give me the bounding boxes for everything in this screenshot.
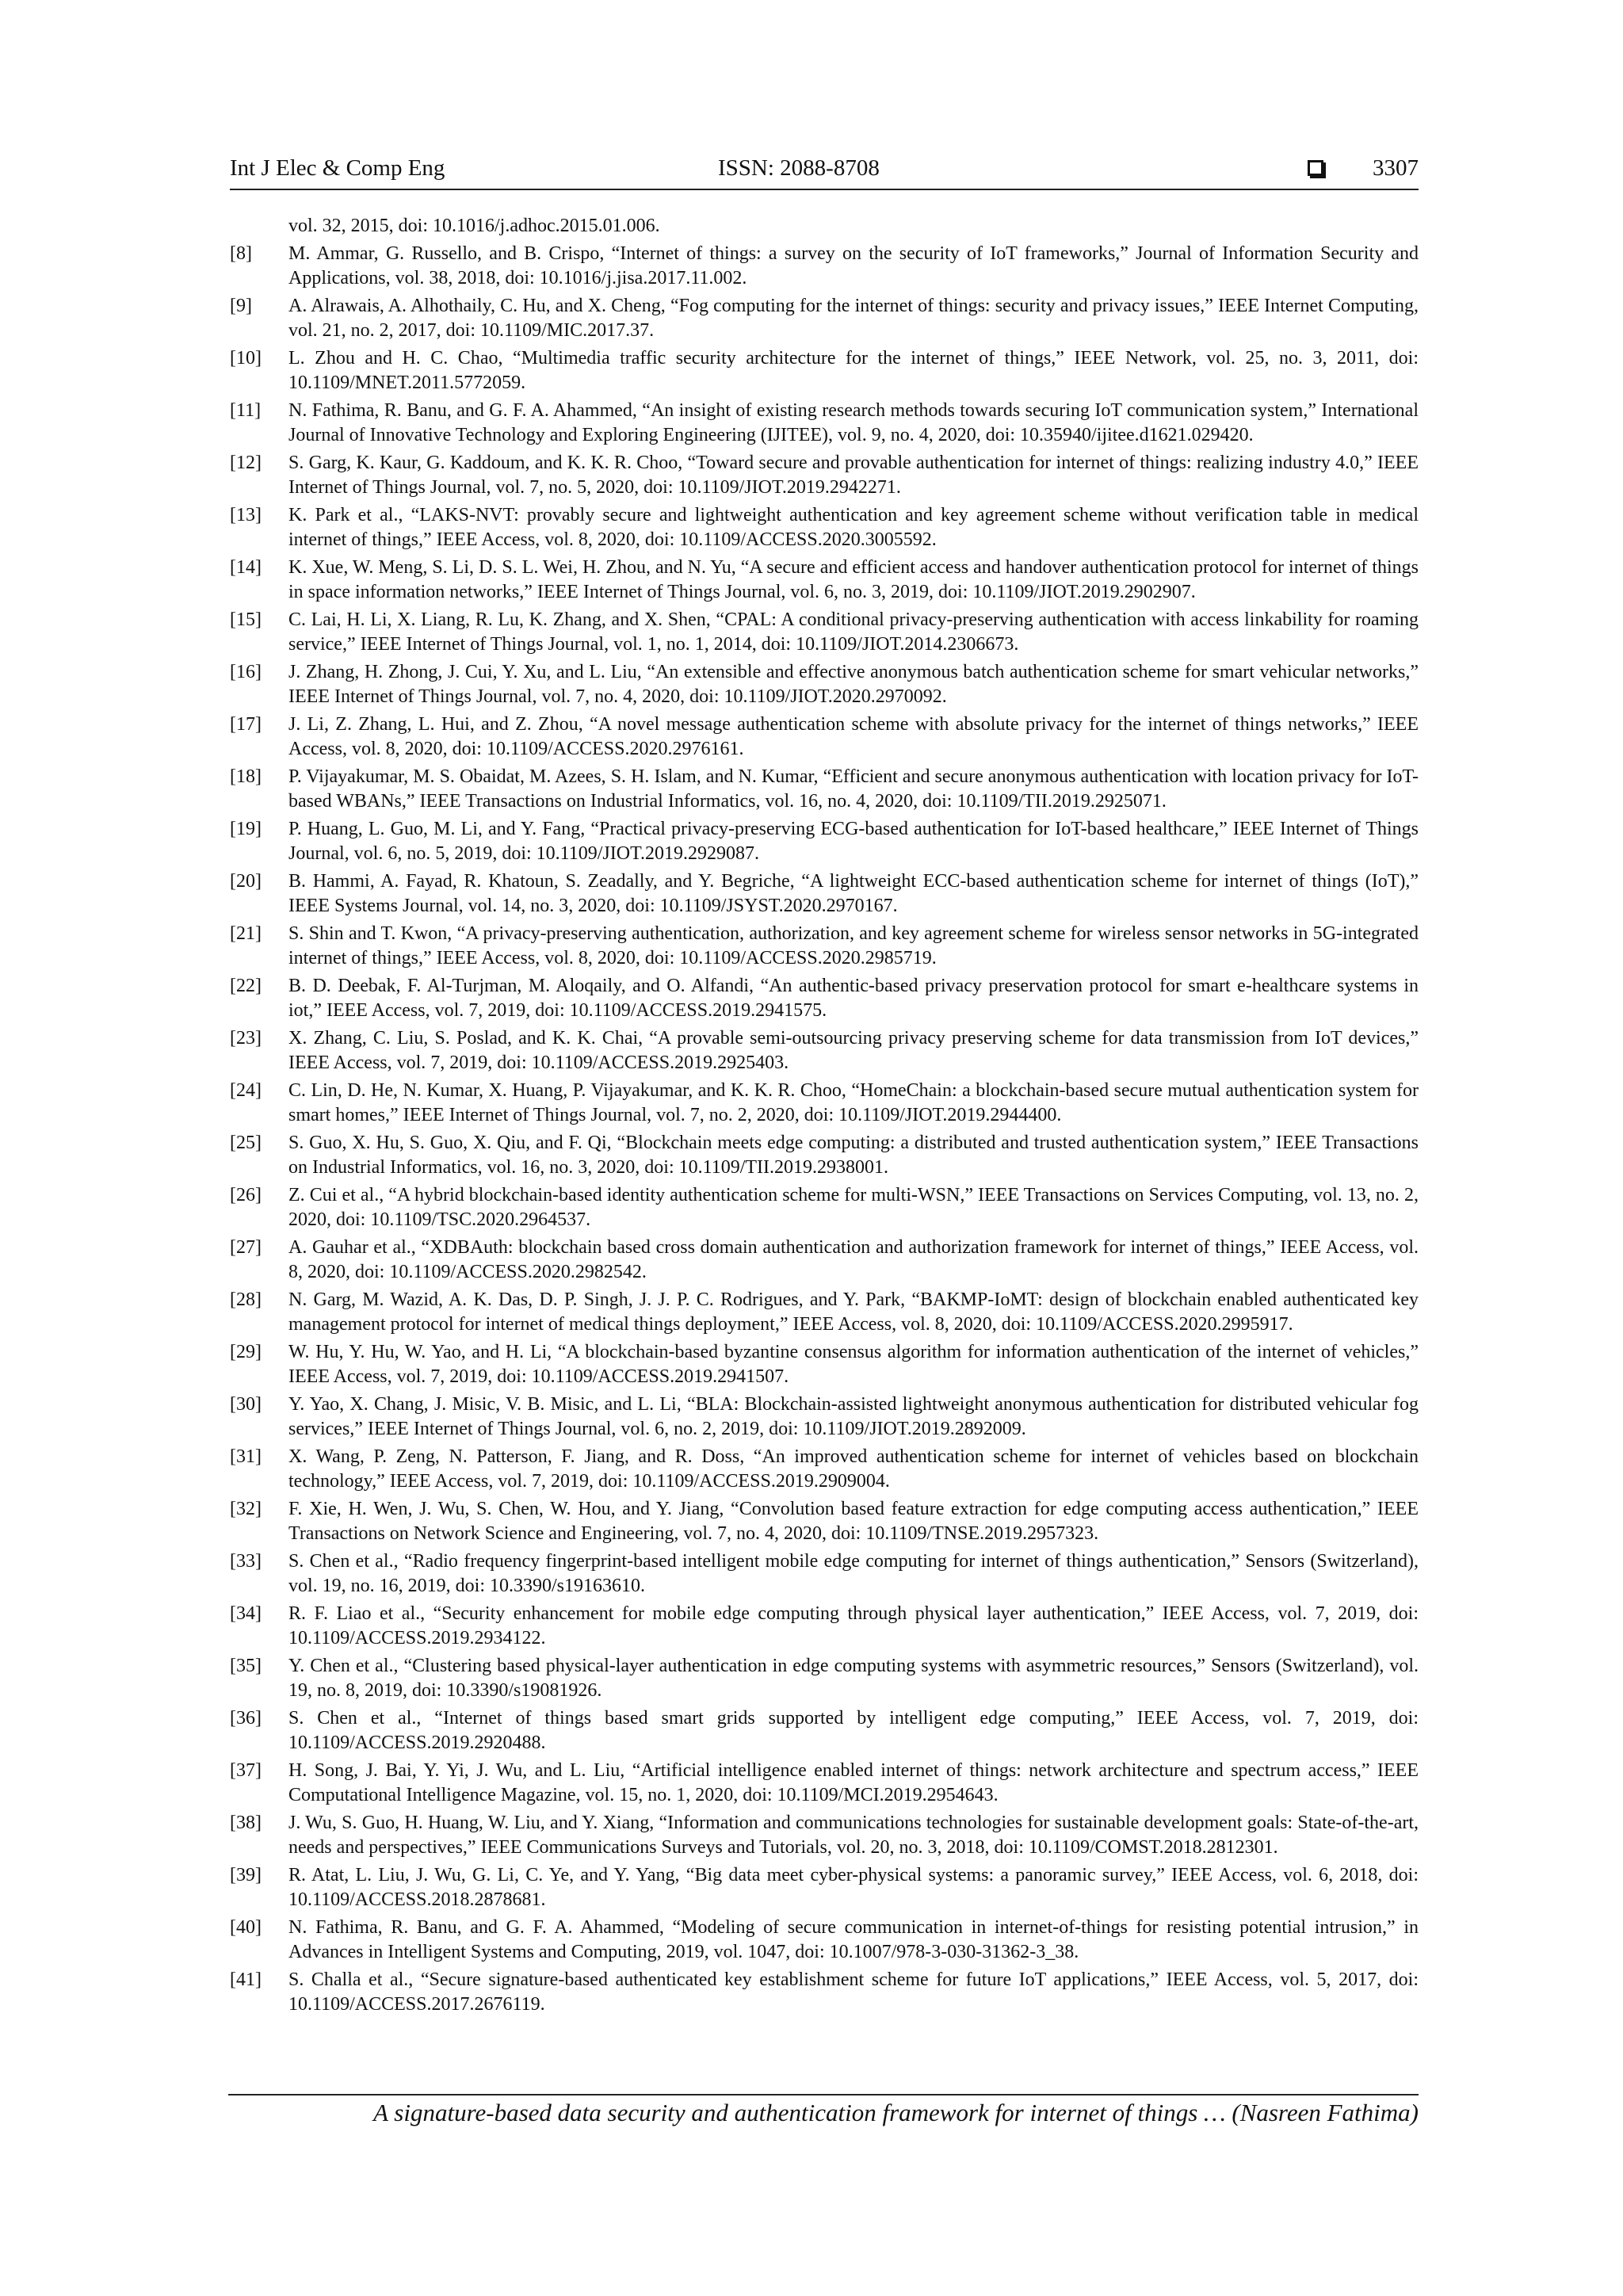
reference-text: J. Zhang, H. Zhong, J. Cui, Y. Xu, and L. Liu, “An extensible and effective anonymous batch authentication scheme for smart vehicular networks,” IEEE Internet of Things Journal, vol. 7, no. 4, 2020, doi: 10.1109/JIOT.2020.2970092. (288, 662, 1419, 707)
reference-item (230, 817, 1419, 866)
reference-text: P. Huang, L. Guo, M. Li, and Y. Fang, “Practical privacy-preserving ECG-based authentication for IoT-based healthcare,” IEEE Internet of Things Journal, vol. 6, no. 5, 2019, doi: 10.1109/JIOT.2019.2929087. (288, 819, 1419, 864)
reference-item (230, 451, 1419, 500)
reference-number: [25] (230, 1133, 262, 1153)
reference-item (230, 1288, 1419, 1337)
reference-text: F. Xie, H. Wen, J. Wu, S. Chen, W. Hou, and Y. Jiang, “Convolution based feature extraction for edge computing access authentication,” IEEE Transactions on Network Science and Engineering, vol. 7, no. 4, 2020, doi: 10.1109/TNSE.2019.2957323. (288, 1499, 1419, 1544)
reference-text: J. Wu, S. Guo, H. Huang, W. Liu, and Y. Xiang, “Information and communications technologies for sustainable development goals: State-of-the-art, needs and perspectives,” IEEE Communications Surveys and Tutorials, vol. 20, no. 3, 2018, doi: 10.1109/COMST.2018.2812301. (288, 1813, 1419, 1858)
reference-item (230, 1183, 1419, 1232)
reference-number: [37] (230, 1760, 262, 1781)
reference-text: S. Chen et al., “Radio frequency fingerprint-based intelligent mobile edge computing for internet of things authentication,” Sensors (Switzerland), vol. 19, no. 16, 2019, doi: 10.3390/s19163610. (288, 1551, 1419, 1596)
reference-text: B. D. Deebak, F. Al-Turjman, M. Aloqaily, and O. Alfandi, “An authentic-based privacy preservation protocol for smart e-healthcare systems in iot,” IEEE Access, vol. 7, 2019, doi: 10.1109/ACCESS.2019.2941575. (288, 976, 1419, 1021)
reference-number: [15] (230, 609, 262, 630)
reference-item (230, 660, 1419, 709)
reference-text: C. Lai, H. Li, X. Liang, R. Lu, K. Zhang, and X. Shen, “CPAL: A conditional privacy-preserving authentication with access linkability for roaming service,” IEEE Internet of Things Journal, vol. 1, no. 1, 2014, doi: 10.1109/JIOT.2014.2306673. (288, 609, 1419, 655)
reference-item (230, 1445, 1419, 1494)
reference-item (230, 346, 1419, 395)
reference-item (230, 1916, 1419, 1965)
reference-text: Y. Yao, X. Chang, J. Misic, V. B. Misic, and L. Li, “BLA: Blockchain-assisted lightweight anonymous authentication for distributed vehicular fog services,” IEEE Internet of Things Journal, vol. 6, no. 2, 2019, doi: 10.1109/JIOT.2019.2892009. (288, 1394, 1419, 1439)
reference-number: [8] (230, 243, 252, 264)
reference-item (230, 1392, 1419, 1442)
reference-text: P. Vijayakumar, M. S. Obaidat, M. Azees, S. H. Islam, and N. Kumar, “Efficient and secure anonymous authentication with location privacy for IoT-based WBANs,” IEEE Transactions on Industrial Informatics, vol. 16, no. 4, 2020, doi: 10.1109/TII.2019.2925071. (288, 766, 1419, 812)
reference-number: [21] (230, 923, 262, 944)
reference-item (230, 242, 1419, 291)
reference-item (230, 214, 1419, 239)
reference-number: [14] (230, 557, 262, 578)
reference-number: [23] (230, 1028, 262, 1049)
reference-item (230, 869, 1419, 919)
reference-item (230, 1968, 1419, 2017)
reference-item (230, 1079, 1419, 1128)
reference-number: [26] (230, 1185, 262, 1205)
reference-number: [28] (230, 1289, 262, 1310)
footer-title: A signature-based data security and authentication framework for internet of things … (Nasreen Fathima) (373, 2099, 1419, 2126)
reference-text: S. Garg, K. Kaur, G. Kaddoum, and K. K. R. Choo, “Toward secure and provable authentication for internet of things: realizing industry 4.0,” IEEE Internet of Things Journal, vol. 7, no. 5, 2020, doi: 10.1109/JIOT.2019.2942271. (288, 453, 1419, 498)
reference-text: K. Park et al., “LAKS-NVT: provably secure and lightweight authentication and key agreement scheme without verification table in medical internet of things,” IEEE Access, vol. 8, 2020, doi: 10.1109/ACCESS.2020.3005592. (288, 505, 1419, 550)
reference-item (230, 922, 1419, 971)
journal-name: Int J Elec & Comp Eng (230, 155, 445, 181)
reference-number: [12] (230, 453, 262, 473)
reference-item (230, 712, 1419, 762)
reference-text: R. Atat, L. Liu, J. Wu, G. Li, C. Ye, and Y. Yang, “Big data meet cyber-physical systems: a panoramic survey,” IEEE Access, vol. 6, 2018, doi: 10.1109/ACCESS.2018.2878681. (288, 1865, 1419, 1910)
reference-text: S. Challa et al., “Secure signature-based authenticated key establishment scheme for future IoT applications,” IEEE Access, vol. 5, 2017, doi: 10.1109/ACCESS.2017.2676119. (288, 1969, 1419, 2015)
reference-item (230, 503, 1419, 552)
reference-item (230, 1863, 1419, 1912)
reference-number: [24] (230, 1080, 262, 1101)
reference-number: [18] (230, 766, 262, 787)
reference-number: [40] (230, 1917, 262, 1938)
reference-text: X. Zhang, C. Liu, S. Poslad, and K. K. Chai, “A provable semi-outsourcing privacy preserving scheme for data transmission from IoT devices,” IEEE Access, vol. 7, 2019, doi: 10.1109/ACCESS.2019.2925403. (288, 1028, 1419, 1073)
reference-number: [22] (230, 976, 262, 996)
reference-number: [17] (230, 714, 262, 735)
checkbox-square-icon (1308, 160, 1323, 176)
reference-text: J. Li, Z. Zhang, L. Hui, and Z. Zhou, “A novel message authentication scheme with absolute privacy for the internet of things networks,” IEEE Access, vol. 8, 2020, doi: 10.1109/ACCESS.2020.2976161. (288, 714, 1419, 759)
reference-item (230, 1340, 1419, 1389)
footer-divider (228, 2094, 1419, 2095)
reference-text: B. Hammi, A. Fayad, R. Khatoun, S. Zeadally, and Y. Begriche, “A lightweight ECC-based authentication scheme for internet of things (IoT),” IEEE Systems Journal, vol. 14, no. 3, 2020, doi: 10.1109/JSYST.2020.2970167. (288, 871, 1419, 916)
reference-item (230, 1497, 1419, 1546)
reference-text: K. Xue, W. Meng, S. Li, D. S. L. Wei, H. Zhou, and N. Yu, “A secure and efficient access and handover authentication protocol for internet of things in space information networks,” IEEE Internet of Things Journal, vol. 6, no. 3, 2019, doi: 10.1109/JIOT.2019.2902907. (288, 557, 1419, 602)
reference-number: [39] (230, 1865, 262, 1885)
reference-text: A. Gauhar et al., “XDBAuth: blockchain based cross domain authentication and authorization framework for internet of things,” IEEE Access, vol. 8, 2020, doi: 10.1109/ACCESS.2020.2982542. (288, 1237, 1419, 1282)
reference-item (230, 1759, 1419, 1808)
reference-text: A. Alrawais, A. Alhothaily, C. Hu, and X. Cheng, “Fog computing for the internet of things: security and privacy issues,” IEEE Internet Computing, vol. 21, no. 2, 2017, doi: 10.1109/MIC.2017.37. (288, 296, 1419, 341)
reference-number: [35] (230, 1656, 262, 1676)
reference-item (230, 1706, 1419, 1755)
reference-number: [10] (230, 348, 262, 369)
reference-item (230, 1026, 1419, 1075)
reference-text: vol. 32, 2015, doi: 10.1016/j.adhoc.2015.01.006. (288, 216, 660, 236)
reference-text: X. Wang, P. Zeng, N. Patterson, F. Jiang, and R. Doss, “An improved authentication scheme for internet of vehicles based on blockchain technology,” IEEE Access, vol. 7, 2019, doi: 10.1109/ACCESS.2019.2909004. (288, 1446, 1419, 1492)
reference-item (230, 1811, 1419, 1860)
reference-number: [27] (230, 1237, 262, 1258)
reference-number: [19] (230, 819, 262, 839)
reference-item (230, 556, 1419, 605)
reference-text: L. Zhou and H. C. Chao, “Multimedia traffic security architecture for the internet of things,” IEEE Network, vol. 25, no. 3, 2011, doi: 10.1109/MNET.2011.5772059. (288, 348, 1419, 393)
reference-text: Z. Cui et al., “A hybrid blockchain-based identity authentication scheme for multi-WSN,” IEEE Transactions on Services Computing, vol. 13, no. 2, 2020, doi: 10.1109/TSC.2020.2964537. (288, 1185, 1419, 1230)
page-number: 3307 (1373, 155, 1419, 181)
reference-item (230, 1602, 1419, 1651)
reference-list (230, 214, 1419, 2020)
reference-text: S. Chen et al., “Internet of things based smart grids supported by intelligent edge computing,” IEEE Access, vol. 7, 2019, doi: 10.1109/ACCESS.2019.2920488. (288, 1708, 1419, 1753)
reference-text: Y. Chen et al., “Clustering based physical-layer authentication in edge computing systems with asymmetric resources,” Sensors (Switzerland), vol. 19, no. 8, 2019, doi: 10.3390/s19081926. (288, 1656, 1419, 1701)
reference-number: [41] (230, 1969, 262, 1990)
reference-text: C. Lin, D. He, N. Kumar, X. Huang, P. Vijayakumar, and K. K. R. Choo, “HomeChain: a blockchain-based secure mutual authentication system for smart homes,” IEEE Internet of Things Journal, vol. 7, no. 2, 2020, doi: 10.1109/JIOT.2019.2944400. (288, 1080, 1419, 1125)
issn: ISSN: 2088-8708 (718, 155, 880, 181)
reference-item (230, 1236, 1419, 1285)
reference-item (230, 608, 1419, 657)
reference-item (230, 765, 1419, 814)
reference-item (230, 294, 1419, 343)
running-header (230, 155, 1419, 192)
reference-text: M. Ammar, G. Russello, and B. Crispo, “Internet of things: a survey on the security of IoT frameworks,” Journal of Information Security and Applications, vol. 38, 2018, doi: 10.1016/j.jisa.2017.11.002. (288, 243, 1419, 288)
reference-number: [9] (230, 296, 252, 316)
reference-text: W. Hu, Y. Hu, W. Yao, and H. Li, “A blockchain-based byzantine consensus algorithm for information authentication of the internet of vehicles,” IEEE Access, vol. 7, 2019, doi: 10.1109/ACCESS.2019.2941507. (288, 1342, 1419, 1387)
reference-number: [30] (230, 1394, 262, 1415)
reference-number: [36] (230, 1708, 262, 1729)
reference-number: [29] (230, 1342, 262, 1362)
header-divider (230, 189, 1419, 190)
reference-item (230, 1549, 1419, 1599)
reference-text: R. F. Liao et al., “Security enhancement for mobile edge computing through physical layer authentication,” IEEE Access, vol. 7, 2019, doi: 10.1109/ACCESS.2019.2934122. (288, 1603, 1419, 1648)
reference-number: [33] (230, 1551, 262, 1572)
reference-number: [31] (230, 1446, 262, 1467)
reference-item (230, 1131, 1419, 1180)
reference-item (230, 1654, 1419, 1703)
reference-text: N. Garg, M. Wazid, A. K. Das, D. P. Singh, J. J. P. C. Rodrigues, and Y. Park, “BAKMP-IoMT: design of blockchain enabled authenticated key management protocol for internet of medical things deployment,” IEEE Access, vol. 8, 2020, doi: 10.1109/ACCESS.2020.2995917. (288, 1289, 1419, 1335)
reference-item (230, 974, 1419, 1023)
reference-number: [34] (230, 1603, 262, 1624)
reference-number: [20] (230, 871, 262, 892)
reference-number: [32] (230, 1499, 262, 1519)
reference-text: S. Shin and T. Kwon, “A privacy-preserving authentication, authorization, and key agreement scheme for wireless sensor networks in 5G-integrated internet of things,” IEEE Access, vol. 8, 2020, doi: 10.1109/ACCESS.2020.2985719. (288, 923, 1419, 968)
reference-item (230, 399, 1419, 448)
reference-number: [11] (230, 400, 262, 421)
reference-text: S. Guo, X. Hu, S. Guo, X. Qiu, and F. Qi, “Blockchain meets edge computing: a distributed and trusted authentication system,” IEEE Transactions on Industrial Informatics, vol. 16, no. 3, 2020, doi: 10.1109/TII.2019.2938001. (288, 1133, 1419, 1178)
reference-text: N. Fathima, R. Banu, and G. F. A. Ahammed, “An insight of existing research methods towards securing IoT communication system,” International Journal of Innovative Technology and Exploring Engineering (IJITEE), vol. 9, no. 4, 2020, doi: 10.35940/ijitee.d1621.029420. (288, 400, 1419, 445)
reference-text: H. Song, J. Bai, Y. Yi, J. Wu, and L. Liu, “Artificial intelligence enabled internet of things: network architecture and spectrum access,” IEEE Computational Intelligence Magazine, vol. 15, no. 1, 2020, doi: 10.1109/MCI.2019.2954643. (288, 1760, 1419, 1805)
reference-number: [13] (230, 505, 262, 525)
reference-number: [16] (230, 662, 262, 682)
reference-text: N. Fathima, R. Banu, and G. F. A. Ahammed, “Modeling of secure communication in internet-of-things for resisting potential intrusion,” in Advances in Intelligent Systems and Computing, 2019, vol. 1047, doi: 10.1007/978-3-030-31362-3_38. (288, 1917, 1419, 1962)
reference-number: [38] (230, 1813, 262, 1833)
